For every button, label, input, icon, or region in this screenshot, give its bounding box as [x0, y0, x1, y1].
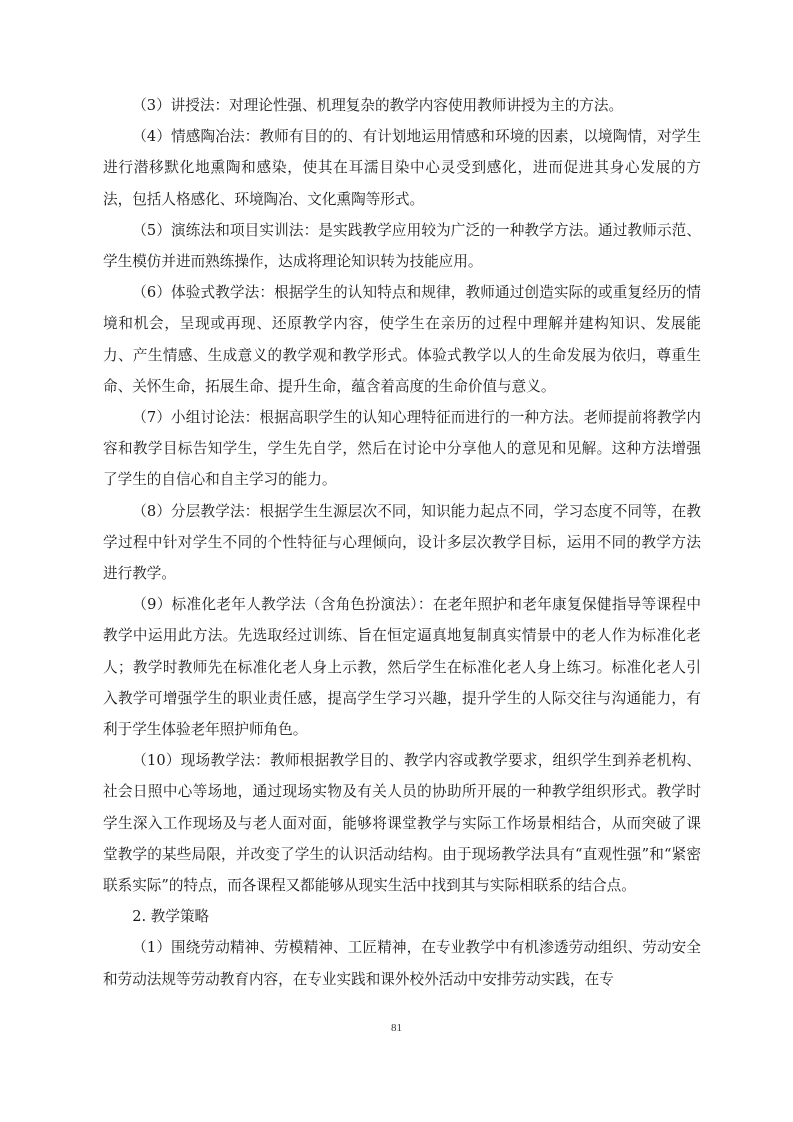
paragraph-standardized-elderly-method: （9）标准化老年人教学法（含角色扮演法）：在老年照护和老年康复保健指导等课程中教学中运用此方法。先选取经过训练、旨在恒定逼真地复制真实情景中的老人作为标准化老人；教学时教师先在标准化老人身上示教，然后学生在标准化老人身上练习。标准化老人引入教学可增强学生的职业责任感，提高学生学习兴趣，提升学生的人际交往与沟通能力，有利于学生体验老年照护师角色。 [103, 596, 701, 739]
paragraph-experiential-teaching-method: （6）体验式教学法：根据学生的认知特点和规律，教师通过创造实际的或重复经历的情境和机会，呈现或再现、还原教学内容，使学生在亲历的过程中理解并建构知识、发展能力、产生情感、生成意义的教学观和教学形式。体验式教学以人的生命发展为依归，尊重生命、关怀生命，拓展生命、提升生命，蕴含着高度的生命价值与意义。 [103, 284, 701, 395]
paragraph-lecture-method: （3）讲授法：对理论性强、机理复杂的教学内容使用教师讲授为主的方法。 [132, 97, 624, 114]
paragraph-group-discussion-method: （7）小组讨论法：根据高职学生的认知心理特征而进行的一种方法。老师提前将教学内容和教学目标告知学生，学生先自学，然后在讨论中分享他人的意见和见解。这种方法增强了学生的自信心和自主学习的能力。 [103, 409, 701, 489]
paragraph-stratified-teaching-method: （8）分层教学法：根据学生生源层次不同，知识能力起点不同，学习态度不同等，在教学过程中针对学生不同的个性特征与心理倾向，设计多层次教学目标，运用不同的教学方法进行教学。 [103, 502, 701, 583]
section-heading-teaching-strategy: 2. 教学策略 [132, 908, 210, 926]
paragraph-drill-and-project-training-method: （5）演练法和项目实训法：是实践教学应用较为广泛的一种教学方法。通过教师示范、学生模仿并进而熟练操作，达成将理论知识转为技能应用。 [103, 221, 701, 271]
page-number: 81 [391, 1022, 402, 1034]
paragraph-labor-education-strategy: （1）围绕劳动精神、劳模精神、工匠精神，在专业教学中有机渗透劳动组织、劳动安全和劳动法规等劳动教育内容，在专业实践和课外校外活动中安排劳动实践，在专 [103, 939, 701, 988]
paragraph-on-site-teaching-method: （10）现场教学法：教师根据教学目的、教学内容或教学要求，组织学生到养老机构、社会日照中心等场地，通过现场实物及有关人员的协助所开展的一种教学组织形式。教学时学生深入工作现场及与老人面对面，能够将课堂教学与实际工作场景相结合，从而突破了课堂教学的某些局限，并改变了学生的认识活动结构。由于现场教学法具有“直观性强”和“紧密联系实际”的特点，而各课程又都能够从现实生活中找到其与实际相联系的结合点。 [103, 752, 701, 895]
paragraph-emotional-cultivation-method: （4）情感陶冶法：教师有目的的、有计划地运用情感和环境的因素，以境陶情，对学生进行潜移默化地熏陶和感染，使其在耳濡目染中心灵受到感化，进而促进其身心发展的方法，包括人格感化、环境陶冶、文化熏陶等形式。 [103, 128, 701, 208]
document-body [103, 90, 701, 995]
